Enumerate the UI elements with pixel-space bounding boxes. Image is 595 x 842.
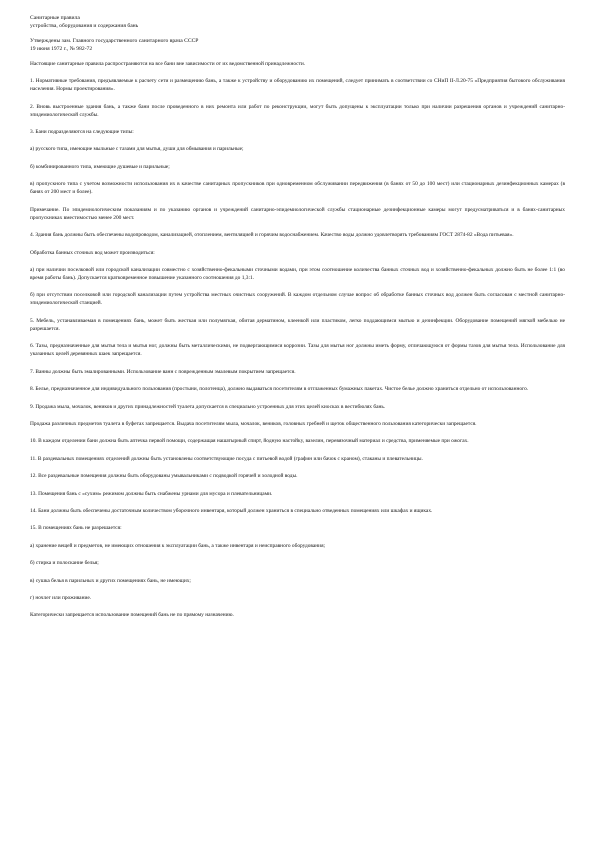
paragraph: 1. Нормативные требования, предъявляемые к расчету сети и размещению бань, а также к устройству и оборудованию их помещений, следует принимать в соответствии со СНиП II-Л.20-75 «Предприятия бытового обслуживания населения. Нормы проектирования». xyxy=(30,78,565,93)
paragraph: 11. В раздевальных помещениях отделений должны быть установлены соответствующие посуда с питьевой водой (графин или бачок с краном), стаканы и плевательницы. xyxy=(30,455,423,462)
paragraph: а) русского типа, имеющие мыльные с тазами для мытья, души для обмывания и парильные; xyxy=(30,146,244,153)
paragraph: 9. Продажа мыла, мочалок, веников и других принадлежностей туалета допускается в специально устроенных для этих целей киосках в вестибюлях бань. xyxy=(30,403,386,410)
paragraph: Настоящие санитарные правила распространяются на все бани вне зависимости от их ведомственной принадлежности. xyxy=(30,60,306,67)
paragraph: Обработка банных сточных вод может производиться: xyxy=(30,249,155,256)
title-line-2: устройства, оборудования и содержания бань xyxy=(30,23,139,30)
document-title xyxy=(30,14,565,31)
paragraph: 7. Ванны должны быть эмалированными. Использование ванн с поврежденным эмалевым покрытием запрещается. xyxy=(30,368,296,375)
paragraph: в) пропускного типа с учетом возможности использования их в качестве санитарных пропускников при одновременном обслуживании передвижения (в банях от 50 до 100 мест) или стационарных дезинфекционных камерах (в банях от 200 мест и более). xyxy=(30,181,565,196)
paragraph: Продажа различных предметов туалета в буфетах запрещается. Выдача посетителям мыла, мочалок, веников, головных гребней и щеток общественного пользования категорически запрещается. xyxy=(30,421,477,428)
document-body xyxy=(30,60,565,620)
approval-note xyxy=(30,37,565,54)
paragraph: 3. Бани подразделяются на следующие типы: xyxy=(30,128,134,135)
approval-line-1: Утверждены зам. Главного государственного санитарного врача СССР xyxy=(30,37,199,44)
paragraph: 15. В помещениях бань не разрешается: xyxy=(30,525,122,532)
paragraph: б) комбинированного типа, имеющие душевые и парильные; xyxy=(30,163,170,170)
paragraph: 2. Вновь выстроенные здания бань, а также бани после проведенного в них ремонта или работ по реконструкции, могут быть допущены к эксплуатации только при наличии разрешения органов и учреждений санитарно-эпидемиологической службы. xyxy=(30,103,565,118)
title-line-1: Санитарные правила xyxy=(30,15,80,21)
paragraph: 5. Мебель, устанавливаемая в помещениях бань, может быть жесткая или полумягкая, обитая дерматином, клеенкой или пластиком, легко поддающимся мытью и дезинфекции. Оборудование помещений мягкой мебелью не разрешается. xyxy=(30,317,565,332)
paragraph: г) ночлег или проживание. xyxy=(30,594,92,601)
paragraph: 4. Здания бань должны быть обеспечены водопроводом, канализацией, отоплением, вентиляцией и горячим водоснабжением. Качество воды должно удовлетворять требованиям ГОСТ 2874-82 «Вода питьевая». xyxy=(30,232,514,239)
paragraph: Примечание. По эпидемиологическим показаниям и по указанию органов и учреждений санитарно-эпидемиологической службы стационарные дезинфекционные камеры могут предусматриваться и в банях-санитарных пропускниках вместимостью менее 200 мест. xyxy=(30,206,565,221)
paragraph: а) хранение вещей и предметов, не имеющих отношения к эксплуатации бань, а также инвентаря и неисправного оборудования; xyxy=(30,542,326,549)
paragraph: 8. Белье, предназначенное для индивидуального пользования (простыни, полотенца), должно выдаваться посетителям в отглаженных бумажных пакетах. Чистое белье должно храниться отдельно от использованного. xyxy=(30,386,529,393)
paragraph: 13. Помещения бань с «сухим» режимом должны быть снабжены урнами для мусора и плевательницами. xyxy=(30,490,273,497)
paragraph: 12. Все раздевальные помещения должны быть оборудованы умывальниками с подводкой горячей и холодной воды. xyxy=(30,473,298,480)
paragraph: 14. Бани должны быть обеспечены достаточным количеством уборочного инвентаря, который должен храниться в специально отведенных помещениях или шкафах и ящиках. xyxy=(30,507,433,514)
paragraph: 10. В каждом отделении бани должна быть аптечка первой помощи, содержащая нашатырный спирт, йодную настойку, вазелин, перевязочный материал и средства, применяемые при ожогах. xyxy=(30,438,469,445)
paragraph: а) при наличии поселковой или городской канализации совместно с хозяйственно-фекальными сточными водами, при этом соотношение количества банных сточных вод и хозяйственно-фекальных должно быть не более 1:1 (во время работы бань). Допускается кратковременное повышение указанного соотношения до 1,3:1. xyxy=(30,266,565,281)
paragraph: б) стирка и полоскание белья; xyxy=(30,560,99,567)
paragraph: б) при отсутствии поселковой или городской канализации путем устройства местных очистных сооружений. В каждом отдельном случае вопрос об обработке банных сточных вод должен быть согласован с местной санитарно-эпидемиологической станцией. xyxy=(30,292,565,307)
paragraph: 6. Тазы, предназначенные для мытья тела и мытья ног, должны быть металлическими, не подвергающимися коррозии. Тазы для мытья ног должны иметь форму, отличающуюся от формы тазов для мытья тела. Использование для указанных целей деревянных шаек запрещается. xyxy=(30,343,565,358)
approval-line-2: 19 июня 1972 г., № 982-72 xyxy=(30,46,93,53)
paragraph: Категорически запрещается использование помещений бань не по прямому назначению. xyxy=(30,612,234,619)
paragraph: в) сушка белья в парильных и других помещениях бань, не имеющих; xyxy=(30,577,191,584)
